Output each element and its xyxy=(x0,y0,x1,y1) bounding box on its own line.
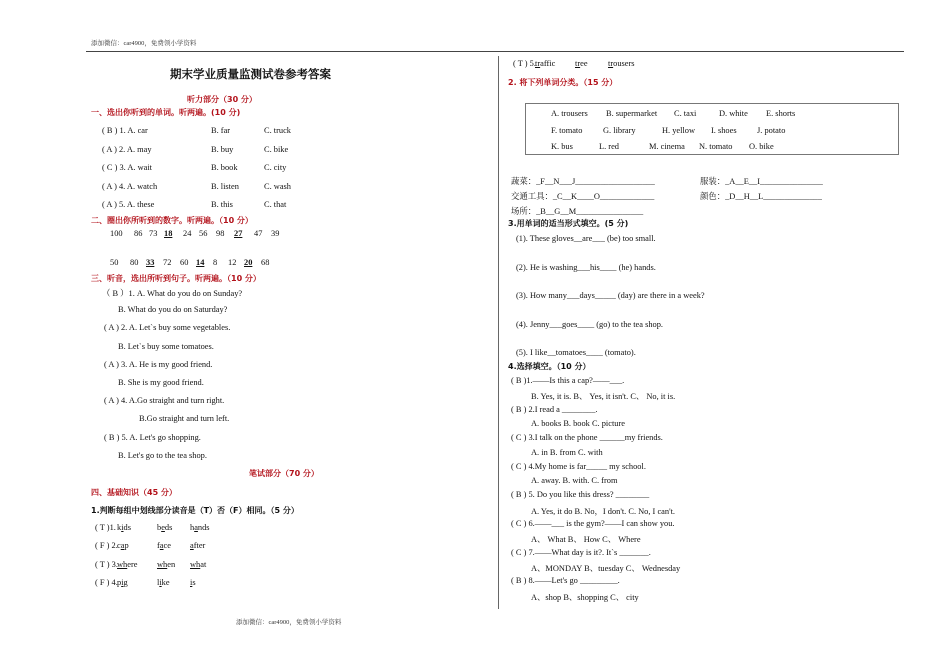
choice-line: ( B ) 5. Do you like this dress? ________ xyxy=(511,490,650,500)
word-bank-item: F. tomato xyxy=(551,125,583,135)
phonics-row-1 xyxy=(95,523,223,532)
question-1-option-b: B. far xyxy=(211,126,231,135)
listening-sentence-line: （ B ）1. A. What do you do on Sunday? xyxy=(102,289,243,298)
word-bank-item: D. white xyxy=(719,109,748,118)
word-bank-item: E. shorts xyxy=(766,109,796,118)
choice-line: ( B ) 2.I read a ________. xyxy=(511,404,598,414)
word-bank-item: A. trousers xyxy=(551,109,588,118)
question-3-option-b: B. book xyxy=(211,163,238,172)
listening-sentence-line: B. What do you do on Saturday? xyxy=(118,305,228,315)
fill-form-item: (5). I like__tomatoes____ (tomato). xyxy=(516,348,636,357)
choice-line: ( C ) 4.My home is far_____ my school. xyxy=(511,461,646,471)
listening-sentence-line: ( B ) 5. A. Let's go shopping. xyxy=(104,432,201,442)
number-row1-item: 27 xyxy=(234,229,243,238)
number-row2-item: 14 xyxy=(196,258,205,267)
number-row1-item: 100 xyxy=(110,229,123,238)
question-3-option-c: C. city xyxy=(264,163,287,172)
number-row1-item: 73 xyxy=(149,229,158,238)
question-1-option-a: ( B ) 1. A. car xyxy=(102,126,148,135)
question-5-option-b: B. this xyxy=(211,200,233,209)
phonics-word: is xyxy=(190,577,196,587)
question-1-option-c: C. truck xyxy=(264,126,291,135)
question-2-option-b: B. buy xyxy=(211,144,234,154)
phonics-row-4 xyxy=(95,578,223,587)
answer-label: ( F ) 4. xyxy=(95,577,118,587)
number-row2-item: 72 xyxy=(163,258,172,267)
fill-form-item: (3). How many___days_____ (day) are there in a week? xyxy=(516,291,705,300)
number-row2-item: 80 xyxy=(130,258,139,267)
section2-heading: 二、圈出你所听到的数字。听两遍。（10 分） xyxy=(91,216,253,225)
choice-line: B. Yes, it is. B、 Yes, it isn't. C、 No, it is. xyxy=(531,392,676,402)
watermark-top: 添加微信：car4900，免费领小学资料 xyxy=(91,40,197,47)
word-bank-item: K. bus xyxy=(551,142,573,151)
phonics-word: traffic xyxy=(535,59,556,68)
section3-heading: 三、听音，选出所听到句子。听两遍。（10 分） xyxy=(91,274,261,283)
fill-form-item: (1). These gloves__are___ (be) too small. xyxy=(516,234,656,243)
page-title: 期末学业质量监测试卷参考答案 xyxy=(170,67,331,81)
number-row2-item: 8 xyxy=(213,258,218,267)
header-rule xyxy=(86,51,904,52)
choice-line: ( C ) 6.——___ is the gym?——I can show you. xyxy=(511,519,675,528)
phonics-row-5-line xyxy=(513,59,641,68)
listening-sentence-line: B.Go straight and turn left. xyxy=(139,414,230,424)
choice-line: A. away. B. with. C. from xyxy=(531,476,618,486)
number-row1-item: 56 xyxy=(199,229,208,238)
number-row1-item: 39 xyxy=(271,229,280,238)
word-bank-item: H. yellow xyxy=(662,125,696,135)
word-bank-item: J. potato xyxy=(757,125,786,135)
number-row2-item: 50 xyxy=(110,258,119,267)
phonics-word: cap xyxy=(117,541,129,551)
listening-sentence-line: ( A ) 3. A. He is my good friend. xyxy=(104,359,213,369)
question-4-option-b: B. listen xyxy=(211,181,239,191)
number-row1-item: 18 xyxy=(164,229,173,238)
number-row1-item: 24 xyxy=(183,229,192,238)
phonics-row-3 xyxy=(95,560,223,569)
phonics-word: beds xyxy=(157,523,173,532)
question-5-option-c: C. that xyxy=(264,200,287,209)
word-bank-item: G. library xyxy=(603,125,636,135)
word-bank-item: L. red xyxy=(599,142,619,151)
category-answer: 颜色：_D__H__L______________ xyxy=(700,192,822,201)
choice-line: ( B )1.——Is this a cap?——___. xyxy=(511,376,625,385)
column-divider xyxy=(498,56,499,609)
watermark-bottom: 添加微信：car4900，免费领小学资料 xyxy=(236,619,342,626)
word-bank-item: O. bike xyxy=(749,142,774,151)
question-5-option-a: ( A ) 5. A. these xyxy=(102,200,155,209)
choice-heading: 4.选择填空。（10 分） xyxy=(508,362,591,371)
phonics-word: tree xyxy=(575,59,588,68)
phonics-row-2 xyxy=(95,541,223,550)
listening-sentence-line: B. Let's go to the tea shop. xyxy=(118,450,207,460)
choice-line: A、shop B、shopping C、 city xyxy=(531,592,639,602)
question-4-option-a: ( A ) 4. A. watch xyxy=(102,181,158,191)
number-row2-item: 68 xyxy=(261,258,270,267)
question-4-option-c: C. wash xyxy=(264,181,291,191)
section4-sub1-heading: 1.判断每组中划线部分读音是（T）否（F）相同。（5 分） xyxy=(91,506,299,515)
question-3-option-a: ( C ) 3. A. wait xyxy=(102,163,153,172)
category-answer: 服装：_A__E__I_______________ xyxy=(700,177,823,186)
category-answer: 场所：_B__G__M________________ xyxy=(511,207,644,216)
fill-form-heading: 3.用单词的适当形式填空。(5 分) xyxy=(508,219,629,228)
number-row2-item: 33 xyxy=(146,258,155,267)
word-bank-item: I. shoes xyxy=(711,125,737,135)
choice-line: ( C ) 7.——What day is it?. It`s _______. xyxy=(511,547,651,557)
phonics-word: hands xyxy=(190,523,210,532)
question-2-option-a: ( A ) 2. A. may xyxy=(102,144,152,154)
phonics-word: trousers xyxy=(608,59,635,68)
section1-heading: 一、选出你听到的单词。听两遍。(10 分) xyxy=(91,108,241,117)
category-answer: 蔬菜：_F__N___J___________________ xyxy=(511,177,655,186)
phonics-word: what xyxy=(190,559,207,569)
category-answer: 交通工具：_C__K____O_____________ xyxy=(511,192,655,201)
choice-line: A、MONDAY B、tuesday C、 Wednesday xyxy=(531,563,681,573)
phonics-word: pig xyxy=(117,577,128,587)
listening-sentence-line: ( A ) 2. A. Let`s buy some vegetables. xyxy=(104,323,231,333)
fill-form-item: (4). Jenny___goes____ (go) to the tea shop. xyxy=(516,319,664,329)
fill-form-item: (2). He is washing___his____ (he) hands. xyxy=(516,262,656,272)
choice-line: A. books B. book C. picture xyxy=(531,418,625,428)
number-row2-item: 60 xyxy=(180,258,189,267)
listening-sentence-line: B. Let`s buy some tomatoes. xyxy=(118,341,214,351)
choice-line: A、 What B、 How C、 Where xyxy=(531,535,641,545)
answer-label: ( T ) 5. xyxy=(513,59,536,68)
choice-line: ( C ) 3.I talk on the phone ______my friends. xyxy=(511,433,663,443)
answer-label: ( T )1. xyxy=(95,523,116,532)
choice-line: A. in B. from C. with xyxy=(531,447,603,457)
number-row2-item: 20 xyxy=(244,258,253,267)
word-bank-item: B. supermarket xyxy=(606,109,658,118)
question-2-option-c: C. bike xyxy=(264,144,289,154)
phonics-word: like xyxy=(157,577,170,587)
listening-header: 听力部分（30 分） xyxy=(187,95,257,104)
phonics-word: after xyxy=(190,541,206,551)
writing-header: 笔试部分（70 分） xyxy=(249,469,319,478)
choice-line: A. Yes, it do B. No，I don't. C. No, I can't. xyxy=(531,506,675,516)
number-row2-item: 12 xyxy=(228,258,237,267)
word-bank-item: C. taxi xyxy=(674,109,697,118)
number-row1-item: 47 xyxy=(254,229,263,238)
listening-sentence-line: B. She is my good friend. xyxy=(118,378,204,387)
choice-line: ( B ) 8.——Let's go _________. xyxy=(511,576,620,586)
answer-label: ( T ) 3. xyxy=(95,559,118,569)
listening-sentence-line: ( A ) 4. A.Go straight and turn right. xyxy=(104,396,225,406)
number-row1-item: 86 xyxy=(134,229,143,238)
phonics-word: face xyxy=(157,541,171,551)
answer-label: ( F ) 2. xyxy=(95,541,118,551)
phonics-word: kids xyxy=(117,523,131,532)
phonics-word: where xyxy=(117,559,138,569)
word-bank-item: N. tomato xyxy=(699,142,733,151)
section4-heading: 四、基础知识（45 分） xyxy=(91,488,177,497)
classify-heading: 2. 将下列单词分类。（15 分） xyxy=(508,78,618,87)
number-row1-item: 98 xyxy=(216,229,225,238)
phonics-word: when xyxy=(157,559,176,569)
word-bank-item: M. cinema xyxy=(649,142,685,151)
